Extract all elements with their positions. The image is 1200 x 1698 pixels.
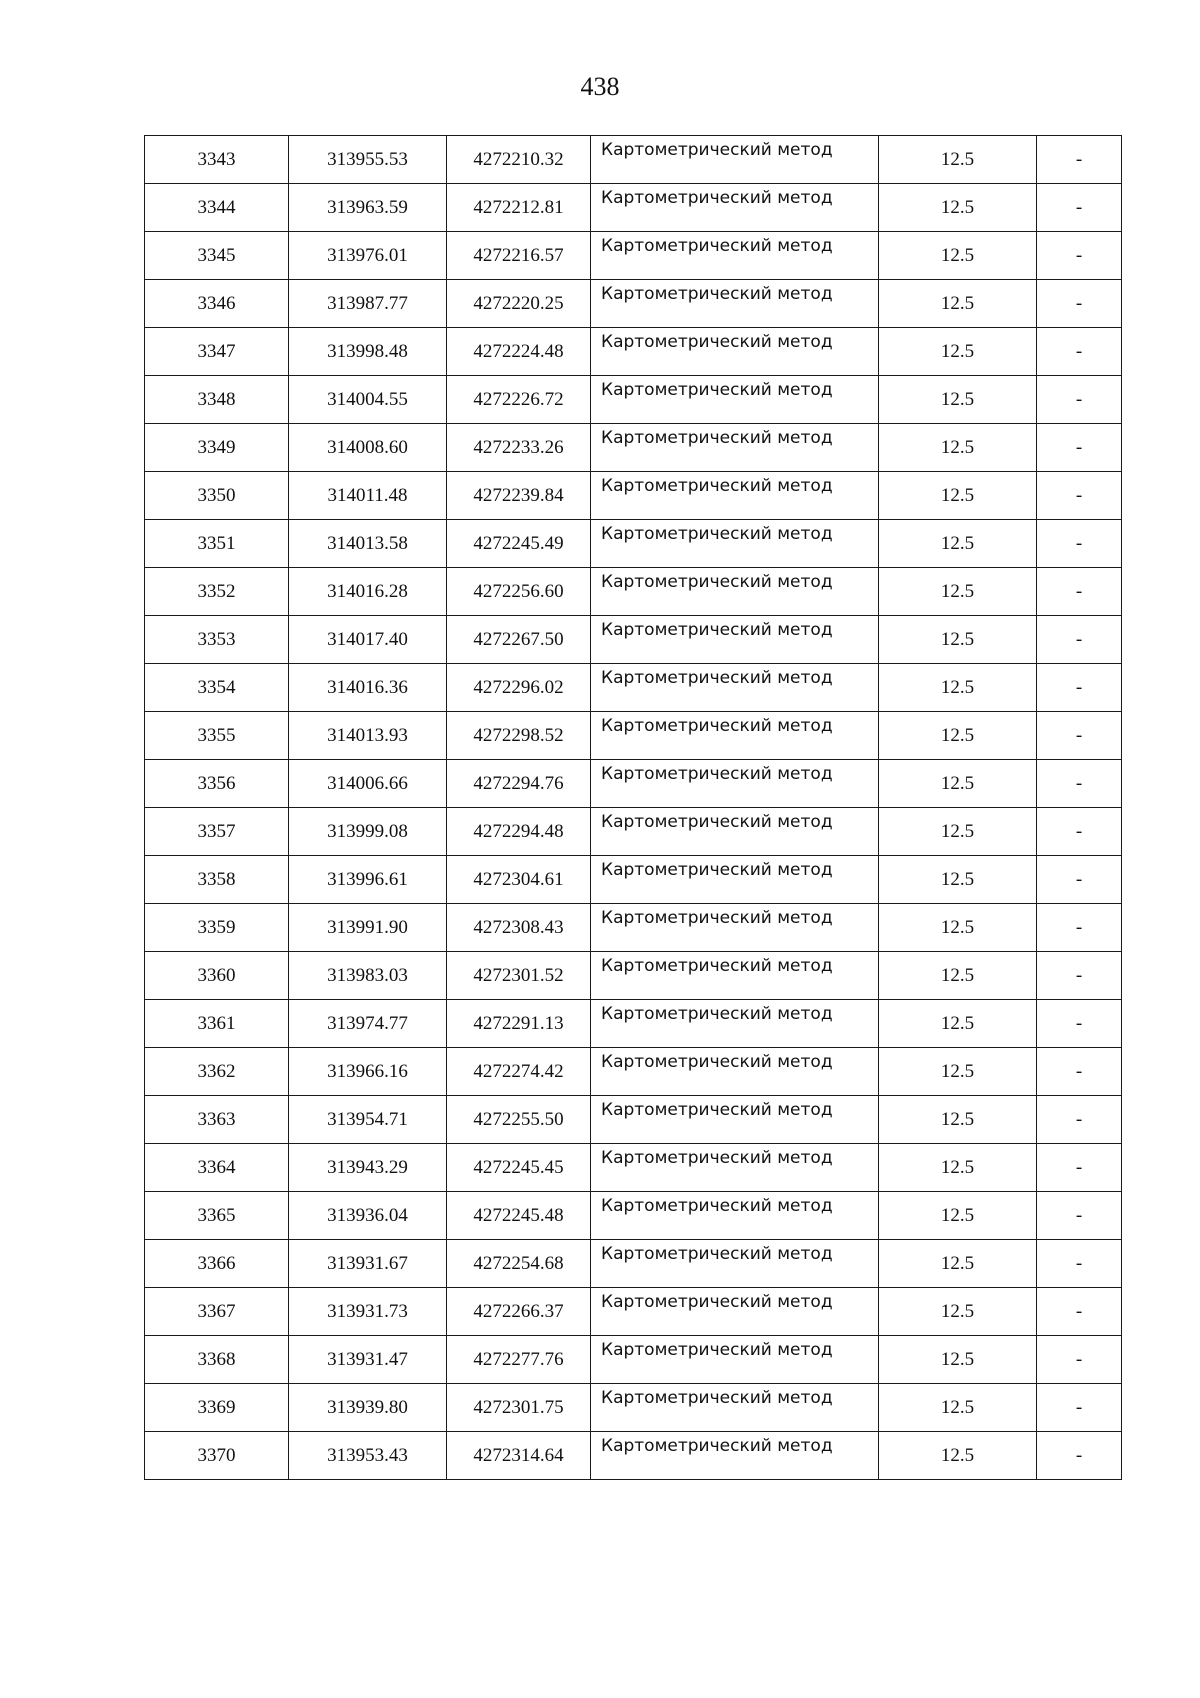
- x-coordinate-cell: 314008.60: [289, 424, 447, 472]
- x-coordinate-cell: 314006.66: [289, 760, 447, 808]
- accuracy-cell: 12.5: [879, 1000, 1037, 1048]
- method-cell: Картометрический метод: [591, 184, 879, 232]
- x-coordinate-cell: 314004.55: [289, 376, 447, 424]
- x-coordinate-cell: 313931.67: [289, 1240, 447, 1288]
- method-cell: Картометрический метод: [591, 568, 879, 616]
- accuracy-cell: 12.5: [879, 808, 1037, 856]
- accuracy-cell: 12.5: [879, 760, 1037, 808]
- y-coordinate-cell: 4272294.76: [447, 760, 591, 808]
- description-cell: -: [1037, 712, 1122, 760]
- table-row: [145, 472, 1122, 520]
- table-row: [145, 712, 1122, 760]
- method-cell: Картометрический метод: [591, 1000, 879, 1048]
- x-coordinate-cell: 314017.40: [289, 616, 447, 664]
- table-row: [145, 664, 1122, 712]
- y-coordinate-cell: 4272233.26: [447, 424, 591, 472]
- table-row: [145, 1336, 1122, 1384]
- accuracy-cell: 12.5: [879, 568, 1037, 616]
- table-row: [145, 1096, 1122, 1144]
- accuracy-cell: 12.5: [879, 1144, 1037, 1192]
- point-number-cell: 3344: [145, 184, 289, 232]
- coordinates-table: [144, 135, 1122, 1480]
- method-cell: Картометрический метод: [591, 664, 879, 712]
- table-row: [145, 1240, 1122, 1288]
- table-row: [145, 1000, 1122, 1048]
- description-cell: -: [1037, 1432, 1122, 1480]
- y-coordinate-cell: 4272210.32: [447, 136, 591, 184]
- y-coordinate-cell: 4272239.84: [447, 472, 591, 520]
- y-coordinate-cell: 4272308.43: [447, 904, 591, 952]
- accuracy-cell: 12.5: [879, 376, 1037, 424]
- description-cell: -: [1037, 1240, 1122, 1288]
- description-cell: -: [1037, 808, 1122, 856]
- description-cell: -: [1037, 472, 1122, 520]
- accuracy-cell: 12.5: [879, 280, 1037, 328]
- table-row: [145, 952, 1122, 1000]
- description-cell: -: [1037, 1192, 1122, 1240]
- accuracy-cell: 12.5: [879, 856, 1037, 904]
- x-coordinate-cell: 313983.03: [289, 952, 447, 1000]
- x-coordinate-cell: 313996.61: [289, 856, 447, 904]
- method-cell: Картометрический метод: [591, 952, 879, 1000]
- method-cell: Картометрический метод: [591, 424, 879, 472]
- method-cell: Картометрический метод: [591, 1096, 879, 1144]
- y-coordinate-cell: 4272301.75: [447, 1384, 591, 1432]
- x-coordinate-cell: 314011.48: [289, 472, 447, 520]
- table-row: [145, 376, 1122, 424]
- point-number-cell: 3347: [145, 328, 289, 376]
- accuracy-cell: 12.5: [879, 520, 1037, 568]
- table-row: [145, 1192, 1122, 1240]
- x-coordinate-cell: 314016.36: [289, 664, 447, 712]
- x-coordinate-cell: 313953.43: [289, 1432, 447, 1480]
- point-number-cell: 3348: [145, 376, 289, 424]
- accuracy-cell: 12.5: [879, 136, 1037, 184]
- method-cell: Картометрический метод: [591, 1384, 879, 1432]
- y-coordinate-cell: 4272224.48: [447, 328, 591, 376]
- method-cell: Картометрический метод: [591, 376, 879, 424]
- x-coordinate-cell: 313974.77: [289, 1000, 447, 1048]
- x-coordinate-cell: 313931.73: [289, 1288, 447, 1336]
- table-row: [145, 1384, 1122, 1432]
- coordinates-table-body: [145, 136, 1122, 1480]
- y-coordinate-cell: 4272220.25: [447, 280, 591, 328]
- description-cell: -: [1037, 520, 1122, 568]
- description-cell: -: [1037, 136, 1122, 184]
- description-cell: -: [1037, 1048, 1122, 1096]
- point-number-cell: 3362: [145, 1048, 289, 1096]
- point-number-cell: 3358: [145, 856, 289, 904]
- y-coordinate-cell: 4272296.02: [447, 664, 591, 712]
- table-row: [145, 520, 1122, 568]
- method-cell: Картометрический метод: [591, 1240, 879, 1288]
- table-row: [145, 1288, 1122, 1336]
- accuracy-cell: 12.5: [879, 328, 1037, 376]
- accuracy-cell: 12.5: [879, 1432, 1037, 1480]
- method-cell: Картометрический метод: [591, 520, 879, 568]
- table-row: [145, 328, 1122, 376]
- x-coordinate-cell: 314013.93: [289, 712, 447, 760]
- accuracy-cell: 12.5: [879, 232, 1037, 280]
- method-cell: Картометрический метод: [591, 472, 879, 520]
- description-cell: -: [1037, 232, 1122, 280]
- page-number: 438: [580, 72, 620, 101]
- y-coordinate-cell: 4272212.81: [447, 184, 591, 232]
- x-coordinate-cell: 313987.77: [289, 280, 447, 328]
- point-number-cell: 3367: [145, 1288, 289, 1336]
- y-coordinate-cell: 4272256.60: [447, 568, 591, 616]
- table-row: [145, 904, 1122, 952]
- table-row: [145, 280, 1122, 328]
- table-row: [145, 1048, 1122, 1096]
- point-number-cell: 3363: [145, 1096, 289, 1144]
- x-coordinate-cell: 314016.28: [289, 568, 447, 616]
- method-cell: Картометрический метод: [591, 232, 879, 280]
- x-coordinate-cell: 313991.90: [289, 904, 447, 952]
- description-cell: -: [1037, 280, 1122, 328]
- table-row: [145, 568, 1122, 616]
- method-cell: Картометрический метод: [591, 712, 879, 760]
- point-number-cell: 3350: [145, 472, 289, 520]
- point-number-cell: 3345: [145, 232, 289, 280]
- y-coordinate-cell: 4272245.48: [447, 1192, 591, 1240]
- accuracy-cell: 12.5: [879, 1240, 1037, 1288]
- y-coordinate-cell: 4272291.13: [447, 1000, 591, 1048]
- method-cell: Картометрический метод: [591, 904, 879, 952]
- table-row: [145, 1432, 1122, 1480]
- accuracy-cell: 12.5: [879, 184, 1037, 232]
- description-cell: -: [1037, 664, 1122, 712]
- x-coordinate-cell: 313966.16: [289, 1048, 447, 1096]
- method-cell: Картометрический метод: [591, 280, 879, 328]
- accuracy-cell: 12.5: [879, 472, 1037, 520]
- table-row: [145, 760, 1122, 808]
- y-coordinate-cell: 4272274.42: [447, 1048, 591, 1096]
- point-number-cell: 3346: [145, 280, 289, 328]
- method-cell: Картометрический метод: [591, 1432, 879, 1480]
- point-number-cell: 3354: [145, 664, 289, 712]
- point-number-cell: 3352: [145, 568, 289, 616]
- point-number-cell: 3357: [145, 808, 289, 856]
- description-cell: -: [1037, 952, 1122, 1000]
- accuracy-cell: 12.5: [879, 616, 1037, 664]
- method-cell: Картометрический метод: [591, 328, 879, 376]
- table-row: [145, 856, 1122, 904]
- x-coordinate-cell: 313955.53: [289, 136, 447, 184]
- accuracy-cell: 12.5: [879, 1048, 1037, 1096]
- point-number-cell: 3369: [145, 1384, 289, 1432]
- x-coordinate-cell: 313943.29: [289, 1144, 447, 1192]
- description-cell: -: [1037, 1096, 1122, 1144]
- y-coordinate-cell: 4272304.61: [447, 856, 591, 904]
- accuracy-cell: 12.5: [879, 1336, 1037, 1384]
- y-coordinate-cell: 4272266.37: [447, 1288, 591, 1336]
- y-coordinate-cell: 4272216.57: [447, 232, 591, 280]
- method-cell: Картометрический метод: [591, 856, 879, 904]
- y-coordinate-cell: 4272226.72: [447, 376, 591, 424]
- y-coordinate-cell: 4272301.52: [447, 952, 591, 1000]
- method-cell: Картометрический метод: [591, 1048, 879, 1096]
- description-cell: -: [1037, 1000, 1122, 1048]
- method-cell: Картометрический метод: [591, 1192, 879, 1240]
- accuracy-cell: 12.5: [879, 904, 1037, 952]
- description-cell: -: [1037, 904, 1122, 952]
- table-row: [145, 1144, 1122, 1192]
- y-coordinate-cell: 4272254.68: [447, 1240, 591, 1288]
- x-coordinate-cell: 313936.04: [289, 1192, 447, 1240]
- description-cell: -: [1037, 856, 1122, 904]
- x-coordinate-cell: 313939.80: [289, 1384, 447, 1432]
- table-row: [145, 184, 1122, 232]
- description-cell: -: [1037, 1336, 1122, 1384]
- description-cell: -: [1037, 1144, 1122, 1192]
- method-cell: Картометрический метод: [591, 760, 879, 808]
- accuracy-cell: 12.5: [879, 664, 1037, 712]
- point-number-cell: 3356: [145, 760, 289, 808]
- accuracy-cell: 12.5: [879, 1096, 1037, 1144]
- method-cell: Картометрический метод: [591, 1288, 879, 1336]
- description-cell: -: [1037, 184, 1122, 232]
- y-coordinate-cell: 4272298.52: [447, 712, 591, 760]
- point-number-cell: 3364: [145, 1144, 289, 1192]
- point-number-cell: 3360: [145, 952, 289, 1000]
- point-number-cell: 3349: [145, 424, 289, 472]
- y-coordinate-cell: 4272267.50: [447, 616, 591, 664]
- x-coordinate-cell: 313954.71: [289, 1096, 447, 1144]
- point-number-cell: 3365: [145, 1192, 289, 1240]
- description-cell: -: [1037, 424, 1122, 472]
- accuracy-cell: 12.5: [879, 424, 1037, 472]
- accuracy-cell: 12.5: [879, 952, 1037, 1000]
- point-number-cell: 3353: [145, 616, 289, 664]
- x-coordinate-cell: 314013.58: [289, 520, 447, 568]
- method-cell: Картометрический метод: [591, 1336, 879, 1384]
- accuracy-cell: 12.5: [879, 1192, 1037, 1240]
- point-number-cell: 3351: [145, 520, 289, 568]
- accuracy-cell: 12.5: [879, 1288, 1037, 1336]
- x-coordinate-cell: 313963.59: [289, 184, 447, 232]
- table-row: [145, 232, 1122, 280]
- point-number-cell: 3368: [145, 1336, 289, 1384]
- point-number-cell: 3355: [145, 712, 289, 760]
- description-cell: -: [1037, 328, 1122, 376]
- point-number-cell: 3366: [145, 1240, 289, 1288]
- x-coordinate-cell: 313931.47: [289, 1336, 447, 1384]
- description-cell: -: [1037, 568, 1122, 616]
- method-cell: Картометрический метод: [591, 616, 879, 664]
- point-number-cell: 3361: [145, 1000, 289, 1048]
- x-coordinate-cell: 313999.08: [289, 808, 447, 856]
- accuracy-cell: 12.5: [879, 1384, 1037, 1432]
- y-coordinate-cell: 4272294.48: [447, 808, 591, 856]
- description-cell: -: [1037, 376, 1122, 424]
- table-row: [145, 424, 1122, 472]
- x-coordinate-cell: 313976.01: [289, 232, 447, 280]
- accuracy-cell: 12.5: [879, 712, 1037, 760]
- y-coordinate-cell: 4272245.45: [447, 1144, 591, 1192]
- method-cell: Картометрический метод: [591, 808, 879, 856]
- description-cell: -: [1037, 1384, 1122, 1432]
- description-cell: -: [1037, 760, 1122, 808]
- description-cell: -: [1037, 616, 1122, 664]
- point-number-cell: 3370: [145, 1432, 289, 1480]
- method-cell: Картометрический метод: [591, 136, 879, 184]
- table-row: [145, 808, 1122, 856]
- y-coordinate-cell: 4272277.76: [447, 1336, 591, 1384]
- description-cell: -: [1037, 1288, 1122, 1336]
- x-coordinate-cell: 313998.48: [289, 328, 447, 376]
- y-coordinate-cell: 4272314.64: [447, 1432, 591, 1480]
- table-row: [145, 136, 1122, 184]
- point-number-cell: 3359: [145, 904, 289, 952]
- method-cell: Картометрический метод: [591, 1144, 879, 1192]
- point-number-cell: 3343: [145, 136, 289, 184]
- table-row: [145, 616, 1122, 664]
- y-coordinate-cell: 4272245.49: [447, 520, 591, 568]
- y-coordinate-cell: 4272255.50: [447, 1096, 591, 1144]
